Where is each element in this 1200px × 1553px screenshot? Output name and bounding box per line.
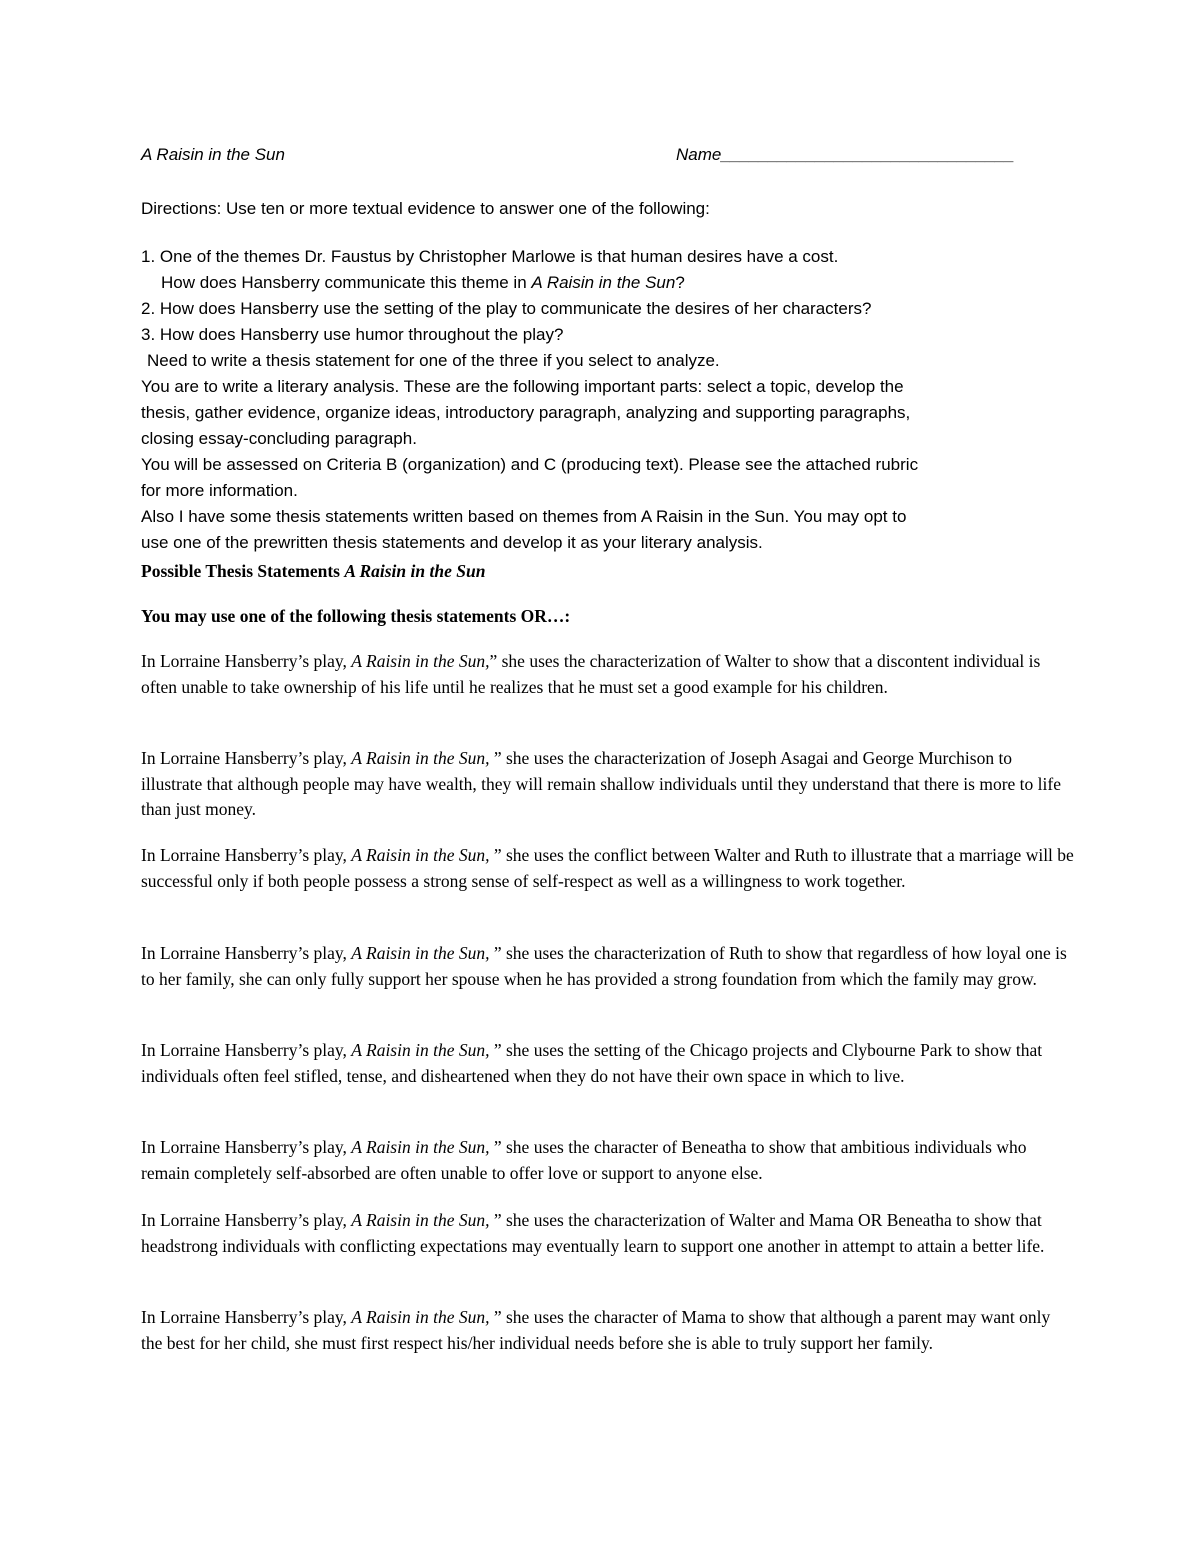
thesis-statement: In Lorraine Hansberry’s play, A Raisin in the Sun, ” she uses the characterization of Joseph Asagai and George Murchison to illustrate that although people may have wealth, they will remain shallow individuals until they understand that there is more to life than just money. [141, 748, 1061, 819]
analysis-instructions-3: closing essay-concluding paragraph. [141, 429, 417, 448]
assessment-note-2: for more information. [141, 481, 298, 500]
thesis-statement: In Lorraine Hansberry’s play, A Raisin in the Sun, ” she uses the character of Mama to show that although a parent may want only the best for her child, she must first respect his/her individual needs before she is able to truly support her family. [141, 1307, 1051, 1353]
thesis-statement: In Lorraine Hansberry’s play, A Raisin in the Sun, ” she uses the characterization of Walter and Mama OR Beneatha to show that headstrong individuals with conflicting expectations may eventually learn to support one another in attempt to attain a better life. [141, 1210, 1045, 1256]
document-title: A Raisin in the Sun [141, 145, 285, 164]
thesis-statement: In Lorraine Hansberry’s play, A Raisin in the Sun, ” she uses the character of Beneatha to show that ambitious individuals who remain completely self-absorbed are often unable to offer love or support to anyone else. [141, 1137, 1027, 1183]
analysis-instructions-2: thesis, gather evidence, organize ideas, introductory paragraph, analyzing and supporting paragraphs, [141, 403, 911, 422]
assessment-note-1: You will be assessed on Criteria B (organization) and C (producing text). Please see the attached rubric [141, 455, 919, 474]
question-1-followup: How does Hansberry communicate this theme in A Raisin in the Sun? [161, 273, 685, 292]
thesis-heading: Possible Thesis Statements A Raisin in the Sun [141, 561, 486, 581]
analysis-instructions-1: You are to write a literary analysis. These are the following important parts: select a topic, develop the [141, 377, 904, 396]
thesis-requirement: Need to write a thesis statement for one of the three if you select to analyze. [147, 351, 720, 370]
document-header [141, 145, 1061, 169]
directions-questions [141, 244, 1066, 556]
name-field-label: Name_______________________________ [676, 145, 1015, 164]
question-3: 3. How does Hansberry use humor throughout the play? [141, 325, 564, 344]
prewritten-note-1: Also I have some thesis statements written based on themes from A Raisin in the Sun. You may opt to [141, 507, 907, 526]
thesis-statement: In Lorraine Hansberry’s play, A Raisin in the Sun, ” she uses the setting of the Chicago projects and Clybourne Park to show that individuals often feel stifled, tense, and disheartened when they do not have their own space in which to live. [141, 1040, 1043, 1086]
thesis-statement: In Lorraine Hansberry’s play, A Raisin in the Sun,” she uses the characterization of Walter to show that a discontent individual is often unable to take ownership of his life until he realizes that he must set a good example for his children. [141, 651, 1041, 697]
thesis-statement: In Lorraine Hansberry’s play, A Raisin in the Sun, ” she uses the characterization of Ruth to show that regardless of how loyal one is to her family, she can only fully support her spouse when he has provided a strong foundation from which the family may grow. [141, 943, 1067, 989]
thesis-subheading: You may use one of the following thesis statements OR…: [141, 606, 571, 626]
directions-intro [141, 196, 1066, 222]
prewritten-note-2: use one of the prewritten thesis statements and develop it as your literary analysis. [141, 533, 763, 552]
directions-text: Directions: Use ten or more textual evidence to answer one of the following: [141, 199, 710, 218]
question-1: 1. One of the themes Dr. Faustus by Christopher Marlowe is that human desires have a cost. [141, 247, 839, 266]
question-2: 2. How does Hansberry use the setting of the play to communicate the desires of her characters? [141, 299, 872, 318]
thesis-statement: In Lorraine Hansberry’s play, A Raisin in the Sun, ” she uses the conflict between Walter and Ruth to illustrate that a marriage will be successful only if both people possess a strong sense of self-respect as well as a willingness to work together. [141, 845, 1074, 891]
